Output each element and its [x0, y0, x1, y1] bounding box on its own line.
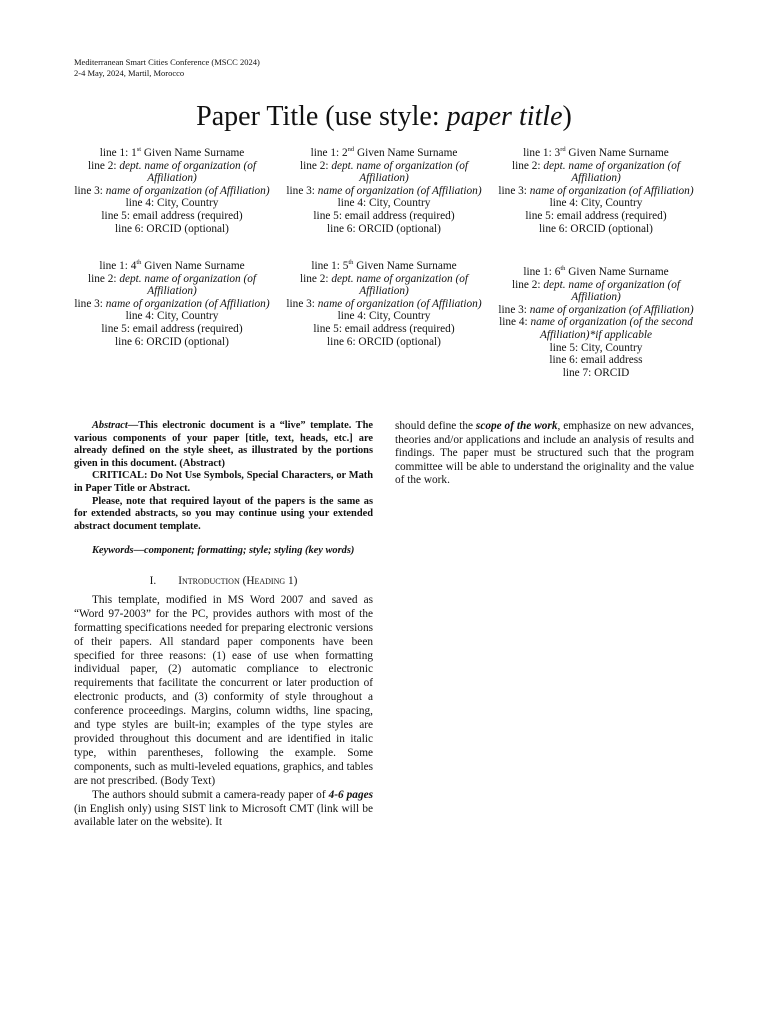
author-email: line 5: email address (required): [525, 209, 667, 222]
abstract-note: Please, note that required layout of the papers is the same as for extended abstracts, so you may continue using your extended abstract document template.: [74, 495, 373, 532]
author-email: line 5: email address (required): [313, 322, 455, 335]
author-city: line 4: City, Country: [549, 197, 643, 210]
author-orcid: line 6: ORCID (optional): [115, 335, 229, 348]
author-line2: [284, 160, 484, 185]
author-orcid: line 6: ORCID (optional): [115, 222, 229, 235]
abstract-text: —This electronic document is a “live” template. The various components of your paper [title, text, heads, etc.] are already defined on the style sheet, as illustrated by the portions given in this document. (Abstract): [74, 420, 373, 469]
author-line2-prefix: line 2:: [299, 272, 332, 285]
author-email: line 5: email address (required): [101, 322, 243, 335]
author-org: name of organization (of Affiliation): [317, 297, 482, 310]
page-count-emphasis: 4-6 pages: [328, 788, 373, 801]
author-line1-prefix: line 1: 6: [523, 266, 561, 278]
author-line1: [496, 147, 696, 160]
author-name: Given Name Surname: [565, 147, 669, 159]
author-dept: dept. name of organization (of Affiliation): [119, 159, 257, 185]
author-dept: dept. name of organization (of Affiliation): [119, 272, 257, 298]
author-city: line 5: City, Country: [549, 341, 643, 354]
author-name: Given Name Surname: [141, 147, 245, 159]
author-line3-prefix: line 3:: [74, 297, 106, 310]
author-line4-prefix: line 4:: [499, 316, 531, 329]
author-line2-prefix: line 2:: [87, 272, 120, 285]
author-line2-prefix: line 2:: [87, 159, 120, 172]
introduction-body: [74, 594, 373, 830]
author-line1-prefix: line 1: 4: [99, 260, 137, 272]
left-column: [74, 420, 373, 830]
author-line3: [496, 304, 696, 317]
author-line3: [496, 185, 696, 198]
author-org: name of organization (of Affiliation): [317, 184, 482, 197]
author-line2-prefix: line 2:: [511, 278, 544, 291]
abstract: [74, 420, 373, 533]
abstract-critical: CRITICAL: Do Not Use Symbols, Special Characters, or Math in Paper Title or Abstract.: [74, 470, 373, 494]
author-ordinal: th: [560, 265, 566, 273]
author-line3: [72, 298, 272, 311]
author-block-5: [284, 260, 484, 348]
author-ordinal: st: [136, 146, 142, 154]
author-line3: [284, 298, 484, 311]
paper-title-close: ): [562, 101, 572, 132]
author-email: line 5: email address (required): [313, 209, 455, 222]
author-line2-prefix: line 2:: [299, 159, 332, 172]
author-dept: dept. name of organization (of Affiliation): [331, 159, 469, 185]
author-org: name of organization (of Affiliation): [529, 303, 694, 316]
author-email: line 6: email address: [549, 354, 643, 367]
author-line3-prefix: line 3:: [498, 303, 530, 316]
author-dept: dept. name of organization (of Affiliation): [543, 278, 681, 304]
author-orcid: line 6: ORCID (optional): [327, 335, 441, 348]
intro-paragraph-2: [74, 789, 373, 831]
author-line1-prefix: line 1: 2: [310, 147, 348, 159]
author-block-6: [496, 266, 696, 379]
author-block-2: [284, 147, 484, 235]
paper-title: [0, 97, 768, 137]
right-col-end: , emphasize on new advances, theories and/or applications and include an analysis of results and findings. The paper must be structured such that the program committee will be able to understand the originality and the value of the work.: [395, 420, 694, 487]
author-line2-prefix: line 2:: [511, 159, 544, 172]
author-city: line 4: City, Country: [337, 310, 431, 323]
intro-p2-start: The authors should submit a camera-ready paper of: [92, 788, 329, 801]
author-line2: [72, 273, 272, 298]
author-city: line 4: City, Country: [337, 197, 431, 210]
author-line1: [284, 260, 484, 273]
author-line2: [72, 160, 272, 185]
author-block-1: [72, 147, 272, 235]
intro-p2-end: (in English only) using SIST link to Microsoft CMT (link will be available later on the website). It: [74, 802, 373, 829]
right-column-paragraph: [395, 420, 694, 488]
author-line3-prefix: line 3:: [498, 184, 530, 197]
author-name: Given Name Surname: [354, 147, 458, 159]
author-name: Given Name Surname: [141, 260, 245, 272]
author-ordinal: rd: [560, 146, 566, 154]
author-line2: [496, 279, 696, 304]
author-line2: [284, 273, 484, 298]
right-col-start: should define the: [395, 420, 476, 432]
abstract-paragraph: [74, 420, 373, 470]
intro-paragraph-1: This template, modified in MS Word 2007 and saved as “Word 97-2003” for the PC, provides authors with most of the formatting specifications needed for preparing electronic versions of their papers. All standard paper components have been specified for three reasons: (1) ease of use when formatting individual paper, (2) automatic compliance to electronic requirements that facilitate the concurrent or later production of electronic products, and (3) conformity of style throughout a conference proceedings. Margins, column widths, line spacing, and type styles are built-in; examples of the type styles are provided throughout this document and are identified in italic type, within parentheses, following the example. Some components, such as multi-leveled equations, graphics, and tables are not prescribed. (Body Text): [74, 593, 373, 787]
author-dept: dept. name of organization (of Affiliation): [543, 159, 681, 185]
author-orcid: line 6: ORCID (optional): [327, 222, 441, 235]
author-city: line 4: City, Country: [125, 197, 219, 210]
author-block-3: [496, 147, 696, 235]
conference-name: Mediterranean Smart Cities Conference (MSCC 2024): [74, 57, 260, 67]
author-line1-prefix: line 1: 5: [311, 260, 349, 272]
author-line3: [72, 185, 272, 198]
author-line2: [496, 160, 696, 185]
conference-header: [74, 57, 260, 79]
author-line1: [284, 147, 484, 160]
author-orcid: line 6: ORCID (optional): [539, 222, 653, 235]
author-line1: [72, 260, 272, 273]
author-name: Given Name Surname: [565, 266, 669, 278]
right-column: [395, 420, 694, 488]
author-line3-prefix: line 3:: [286, 184, 318, 197]
author-line1: [72, 147, 272, 160]
paper-title-style: paper title: [446, 101, 563, 132]
keywords: Keywords—component; formatting; style; styling (key words): [92, 545, 355, 557]
author-line1: [496, 266, 696, 279]
author-line3-prefix: line 3:: [74, 184, 106, 197]
paper-title-main: Paper Title (use style:: [196, 101, 447, 132]
author-ordinal: th: [348, 259, 354, 267]
author-orcid: line 7: ORCID: [562, 366, 630, 379]
author-block-4: [72, 260, 272, 348]
author-name: Given Name Surname: [353, 260, 457, 272]
author-line1-prefix: line 1: 3: [523, 147, 561, 159]
author-second-org: name of organization (of the second Affiliation)*if applicable: [530, 316, 693, 341]
scope-emphasis: scope of the work: [475, 420, 558, 432]
conference-date-place: 2-4 May, 2024, Martil, Morocco: [74, 68, 185, 78]
author-city: line 4: City, Country: [125, 310, 219, 323]
author-line3-prefix: line 3:: [286, 297, 318, 310]
author-email: line 5: email address (required): [101, 209, 243, 222]
author-line1-prefix: line 1: 1: [99, 147, 137, 159]
author-line4: [496, 316, 696, 341]
section-number: I.: [149, 574, 157, 587]
author-ordinal: th: [136, 259, 142, 267]
author-org: name of organization (of Affiliation): [529, 184, 694, 197]
section-heading-1: [74, 574, 373, 588]
author-line3: [284, 185, 484, 198]
section-title: Introduction (Heading 1): [178, 574, 298, 587]
author-org: name of organization (of Affiliation): [105, 297, 270, 310]
author-ordinal: nd: [347, 146, 355, 154]
author-org: name of organization (of Affiliation): [105, 184, 270, 197]
author-dept: dept. name of organization (of Affiliation): [331, 272, 469, 298]
abstract-label: Abstract: [92, 420, 128, 431]
